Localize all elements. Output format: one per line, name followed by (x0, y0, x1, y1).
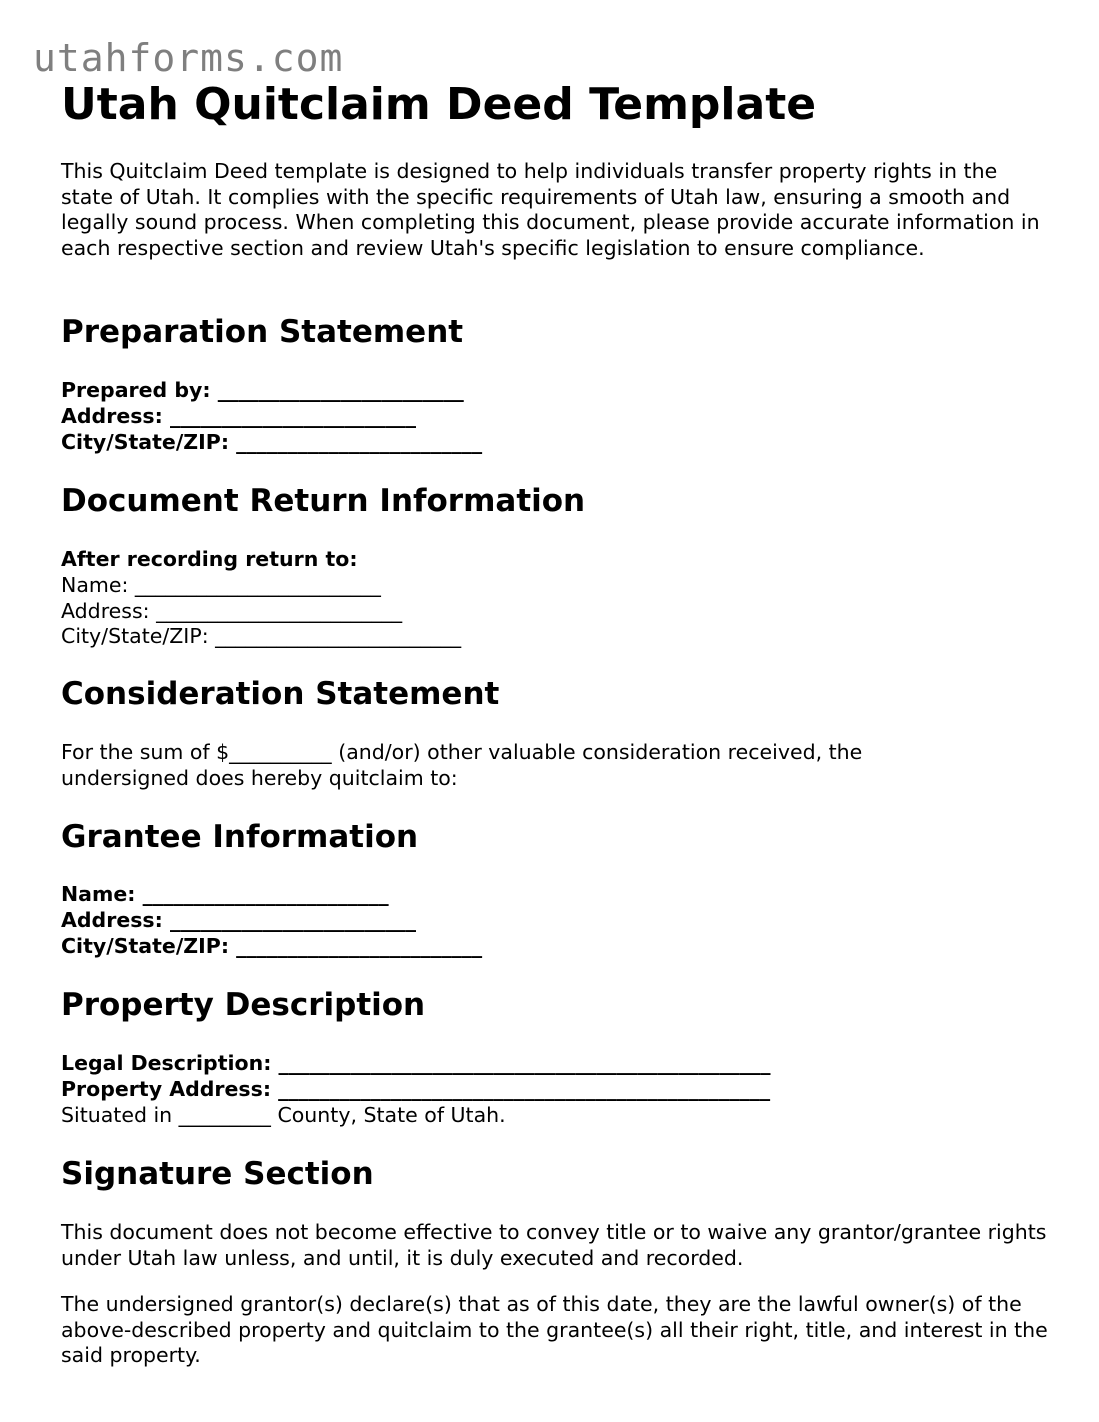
return-city-field: City/State/ZIP: ________________________ (61, 624, 462, 649)
prepared-by-field: Prepared by: ________________________ (61, 378, 464, 402)
grantee-fields (61, 882, 482, 959)
signature-paragraph-2: The undersigned grantor(s) declare(s) that as of this date, they are the lawful owner(s) of the above-described property and quitclaim to the grantee(s) all their right, title, and interest in the said property. (61, 1292, 1048, 1367)
grantee-city-field: City/State/ZIP: ________________________ (61, 933, 483, 958)
return-name-field: Name: ________________________ (61, 572, 381, 597)
return-label: After recording return to: (61, 547, 358, 571)
preparation-address-field: Address: ________________________ (61, 403, 416, 428)
consideration-text: For the sum of $__________ (and/or) other valuable consideration received, the undersigned does hereby quitclaim to: (61, 740, 863, 790)
preparation-heading: Preparation Statement (61, 314, 464, 350)
page-title: Utah Quitclaim Deed Template (61, 79, 817, 130)
return-address-field: Address: ________________________ (61, 598, 403, 623)
preparation-fields (61, 378, 482, 455)
grantee-name-field: Name: ________________________ (61, 882, 389, 906)
legal-description-field: Legal Description: ________________________________________________ (61, 1051, 771, 1075)
watermark: utahforms.com (33, 36, 344, 80)
signature-heading: Signature Section (61, 1156, 374, 1192)
return-info-fields (61, 547, 461, 650)
intro-paragraph: This Quitclaim Deed template is designed to help individuals transfer property rights in the state of Utah. It complies with the specific requirements of Utah law, ensuring a smooth and legally sound process. When completing this document, please provide accurate information in each respective section and review Utah's specific legislation to ensure compliance. (61, 159, 1040, 260)
signature-paragraph-1: This document does not become effective to convey title or to waive any grantor/grantee rights under Utah law unless, and until, it is duly executed and recorded. (61, 1220, 1047, 1270)
preparation-city-field: City/State/ZIP: ________________________ (61, 429, 483, 454)
property-heading: Property Description (61, 987, 426, 1023)
property-fields (61, 1051, 771, 1128)
consideration-heading: Consideration Statement (61, 676, 500, 712)
grantee-address-field: Address: ________________________ (61, 907, 416, 932)
property-address-field: Property Address: ________________________________________________ (61, 1076, 771, 1101)
grantee-heading: Grantee Information (61, 819, 419, 855)
situated-in-field: Situated in _________ County, State of Utah. (61, 1102, 506, 1127)
return-info-heading: Document Return Information (61, 483, 586, 519)
